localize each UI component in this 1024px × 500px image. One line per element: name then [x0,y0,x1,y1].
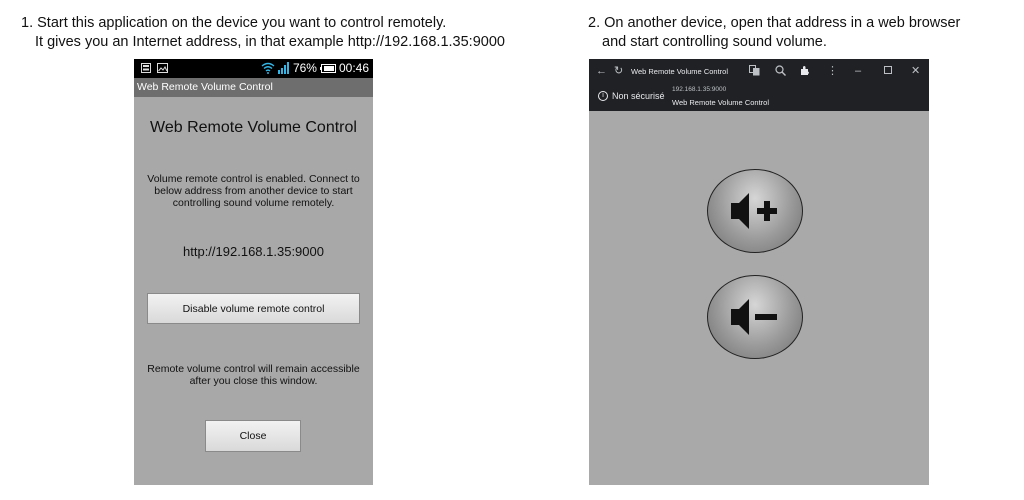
caption-step-1-line2: It gives you an Internet address, in that example http://192.168.1.35:9000 [35,34,505,50]
status-bar [134,59,373,78]
address-page-title: Web Remote Volume Control [672,98,769,107]
browser-window [589,59,929,485]
maximize-icon[interactable] [884,66,892,74]
info-icon[interactable]: i [598,91,608,101]
security-label[interactable]: Non sécurisé [612,91,665,101]
battery-percent: 76% [292,61,317,75]
translate-icon[interactable] [749,65,760,76]
caption-step-2 [588,14,1008,52]
status-time: 00:46 [338,61,369,75]
phone-screen [134,59,373,485]
browser-chrome [589,59,929,111]
volume-down-button[interactable] [707,275,803,359]
volume-up-button[interactable] [707,169,803,253]
reload-icon[interactable]: ↻ [614,65,624,77]
speaker-plus-icon [727,189,783,233]
close-button[interactable]: Close [205,420,301,452]
caption-step-2-line1: 2. On another device, open that address in a web browser [588,15,961,31]
caption-step-1 [21,14,541,52]
accessibility-note: Remote volume control will remain accessible after you close this window. [147,363,360,387]
zoom-icon[interactable] [775,65,786,76]
remote-address: http://192.168.1.35:9000 [183,244,324,259]
signal-icon [278,62,290,74]
address-url[interactable]: 192.168.1.35:9000 [672,86,727,93]
notification-icon [141,63,151,73]
extensions-icon[interactable] [799,65,810,76]
phone-heading: Web Remote Volume Control [150,119,357,136]
enabled-message: Volume remote control is enabled. Connect to below address from another device to start controlling sound volume remotely. [147,173,360,209]
disable-remote-control-button[interactable]: Disable volume remote control [147,293,360,324]
minimize-icon[interactable]: – [855,65,862,77]
app-title: Web Remote Volume Control [134,78,373,97]
caption-step-1-line1: 1. Start this application on the device you want to control remotely. [21,15,447,31]
caption-step-2-line2: and start controlling sound volume. [602,34,827,50]
tab-title[interactable]: Web Remote Volume Control [631,67,728,76]
wifi-icon [261,62,275,74]
image-icon [157,63,168,73]
address-bar[interactable] [589,83,929,111]
close-window-icon[interactable]: ✕ [911,65,921,77]
back-arrow-icon[interactable]: ← [596,65,607,77]
speaker-minus-icon [727,295,783,339]
menu-icon[interactable]: ⋮ [827,65,838,77]
battery-icon [320,64,336,73]
browser-tab-row [589,59,929,83]
